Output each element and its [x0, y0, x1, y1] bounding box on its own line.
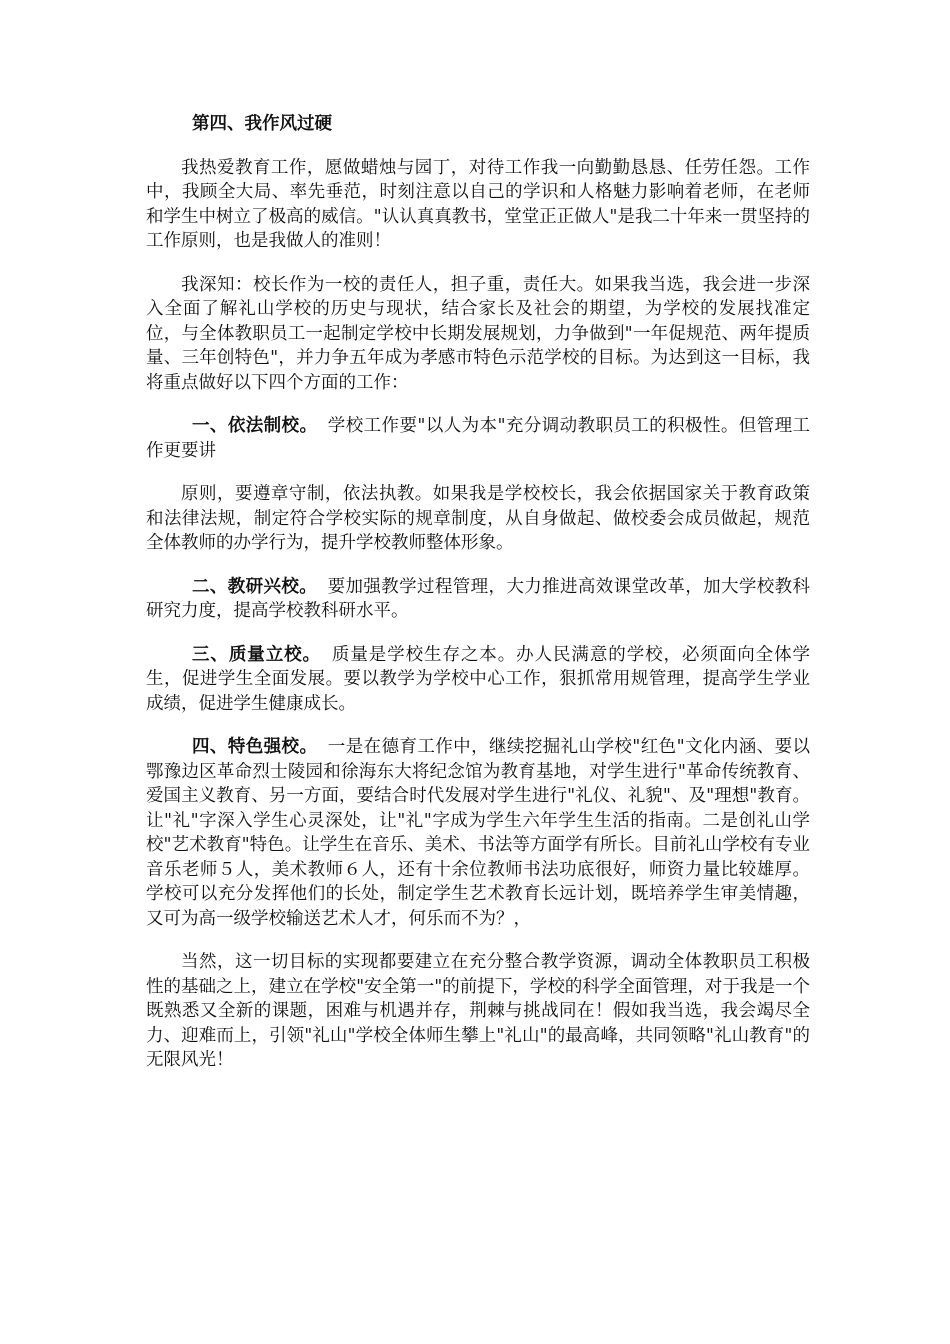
section-lead-rule-by-law: 一、依法制校。: [192, 416, 318, 436]
paragraph-conclusion: 当然，这一切目标的实现都要建立在充分整合教学资源，调动全体教职员工积极性的基础之上，建立在学校"安全第一"的前提下，学校的科学全面管理，对于我是一个既熟悉又全新的课题，困难与机遇并存，荆棘与挑战同在！假如我当选，我会竭尽全力、迎难而上，引领"礼山"学校全体师生攀上"礼山"的最高峰，共同领略"礼山教育"的无限风光！: [146, 952, 810, 1070]
section-lead-quality: 三、质量立校。: [192, 644, 321, 665]
section-text-quality: 质量是学校生存之本。办人民满意的学校，必须面向全体学生，促进学生全面发展。要以教学为学校中心工作，狠抓常用规管理，提高学生学业成绩，促进学生健康成长。: [146, 644, 811, 714]
paragraph-rule-by-law: [146, 414, 810, 463]
section-text-characteristics: 一是在德育工作中，继续挖掘礼山学校"红色"文化内涵、要以鄂豫边区革命烈士陵园和徐海东大将纪念馆为教育基地，对学生进行"革命传统教育、爱国主义教育、另一方面，要结合时代发展对学生进行"礼仪、礼貌"、及"理想"教育。让"礼"字深入学生心灵深处，让"礼"字成为学生六年学生生活的指南。二是创礼山学校"艺术教育"特色。让学生在音乐、美术、书法等方面学有所长。目前礼山学校有专业音乐老师５人，美术教师６人，还有十余位教师书法功底很好，师资力量比较雄厚。学校可以充分发挥他们的长处，制定学生艺术教育长远计划，既培养学生审美情趣，又可为高一级学校输送艺术人才，何乐而不为？，: [146, 737, 810, 929]
section-heading: 第四、我作风过硬: [192, 114, 332, 134]
paragraph-teaching-research: [146, 575, 810, 624]
section-lead-characteristics: 四、特色强校。: [192, 737, 318, 757]
paragraph-principles: 原则，要遵章守制，依法执教。如果我是学校校长，我会依据国家关于教育政策和法律法规，制定符合学校实际的规章制度，从自身做起、做校委会成员做起，规范全体教师的办学行为，提升学校教师整体形象。: [146, 484, 810, 553]
paragraph-goals: 我深知：校长作为一校的责任人，担子重，责任大。如果我当选，我会进一步深入全面了解礼山学校的历史与现状，结合家长及社会的期望，为学校的发展找准定位，与全体教职员工一起制定学校中长期发展规划，力争做到"一年促规范、两年提质量、三年创特色"，并力争五年成为孝感市特色示范学校的目标。为达到这一目标，我将重点做好以下四个方面的工作：: [146, 274, 810, 393]
document-page: [146, 112, 810, 1092]
paragraph-characteristics: [146, 735, 810, 931]
section-text-rule-by-law: 学校工作要"以人为本"充分调动教职员工的积极性。但管理工作更要讲: [146, 416, 810, 461]
section-text-teaching-research: 要加强教学过程管理，大力推进高效课堂改革，加大学校教科研究力度，提高学校教科研水平。: [146, 576, 811, 621]
paragraph-quality: [146, 643, 810, 717]
paragraph-work-style: 我热爱教育工作，愿做蜡烛与园丁，对待工作我一向勤勤恳恳、任劳任怨。工作中，我顾全大局、率先垂范，时刻注意以自己的学识和人格魅力影响着老师，在老师和学生中树立了极高的威信。"认认真真教书，堂堂正正做人"是我二十年来一贯坚持的工作原则，也是我做人的准则！: [146, 157, 810, 251]
section-lead-teaching-research: 二、教研兴校。: [192, 576, 318, 597]
